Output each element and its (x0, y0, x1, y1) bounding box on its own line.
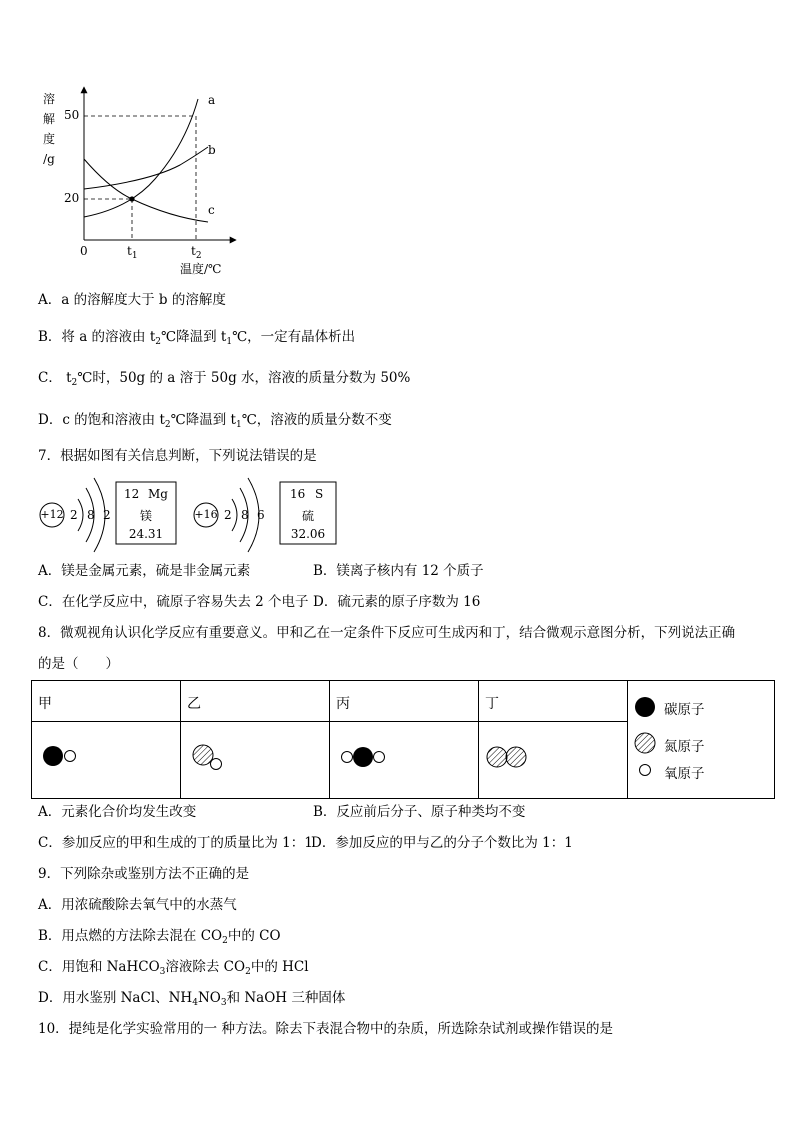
bing-carbon-icon (353, 747, 373, 767)
bing-oxygen-right-icon (374, 752, 385, 763)
header-ding: 丁 (479, 681, 628, 722)
s-shell-1 (232, 499, 237, 531)
q8-option-c: C．参加反应的甲和生成的丁的质量比为 1：1 (38, 835, 313, 851)
curve-b (84, 147, 208, 189)
y-tick-20: 20 (64, 191, 80, 205)
cell-bing (330, 722, 479, 799)
ylabel-4: /g (43, 152, 55, 166)
curve-label-c: c (208, 203, 215, 217)
bing-oxygen-left-icon (342, 752, 353, 763)
cell-ding (479, 722, 628, 799)
atom-legend (628, 681, 775, 799)
legend-oxygen-icon (640, 765, 651, 776)
ding-nitrogen-left-icon (487, 747, 507, 767)
q8-option-a: A．元素化合价均发生改变 (38, 804, 197, 820)
q8-option-d: D．参加反应的甲与乙的分子个数比为 1：1 (311, 835, 573, 851)
x-tick-0: 0 (80, 244, 88, 258)
q7-option-a: A．镁是金属元素，硫是非金属元素 (38, 563, 251, 579)
mg-atomic-number: 12 (124, 487, 140, 501)
mg-symbol: Mg (148, 487, 168, 501)
q6-option-a: A．a 的溶解度大于 b 的溶解度 (38, 292, 226, 308)
header-yi: 乙 (181, 681, 330, 722)
s-shell-2-count: 8 (241, 508, 249, 522)
q10-stem: 10．提纯是化学实验常用的一 种方法。除去下表混合物中的杂质，所选除杂试剂或操作错误的是 (38, 1021, 613, 1037)
q7-option-d: D．硫元素的原子序数为 16 (313, 594, 481, 610)
q8-option-b: B．反应前后分子、原子种类均不变 (313, 804, 526, 820)
curve-label-b: b (208, 143, 216, 157)
cell-jia (32, 722, 181, 799)
molecule-ding (479, 722, 621, 794)
yi-nitrogen-icon (193, 745, 213, 765)
s-symbol: S (315, 487, 324, 501)
q8-stem-line2: 的是（ ） (38, 656, 119, 672)
curve-label-a: a (208, 93, 216, 107)
mg-name: 镁 (139, 509, 152, 523)
ding-nitrogen-right-icon (506, 747, 526, 767)
s-mass: 32.06 (290, 527, 326, 541)
mg-shell-1 (78, 499, 83, 531)
legend-nitrogen-icon (635, 733, 655, 753)
mg-shell-1-count: 2 (70, 508, 78, 522)
header-jia: 甲 (32, 681, 181, 722)
mg-shell-2-count: 8 (87, 508, 95, 522)
q7-figure (36, 474, 346, 554)
solubility-graph (40, 85, 250, 280)
q6-option-c: C． $t_2℃$时，50g 的 a 溶于 50g 水，溶液的质量分数为 50% (38, 370, 411, 388)
s-nucleus-charge: +16 (194, 508, 218, 521)
mg-shell-3-count: 2 (103, 508, 111, 522)
legend-carbon-label: 碳原子 (664, 702, 705, 718)
mg-mass: 24.31 (128, 527, 164, 541)
molecule-jia (32, 722, 174, 794)
legend-oxygen-label: 氧原子 (664, 766, 705, 782)
intersection-point (129, 196, 134, 201)
s-shell-3-count: 6 (257, 508, 265, 522)
q9-option-a: A．用浓硫酸除去氧气中的水蒸气 (38, 897, 237, 913)
s-atomic-number: 16 (290, 487, 306, 501)
ylabel-1: 溶 (42, 92, 55, 106)
q6-option-d: D．c 的饱和溶液由 $t_2℃$降温到 $t_1℃$，溶液的质量分数不变 (38, 412, 392, 430)
q9-option-b: B．用点燃的方法除去混在 $CO_2$中的 CO (38, 928, 281, 946)
cell-yi (181, 722, 330, 799)
q6-option-b: B．将 a 的溶液由 $t_2℃$降温到 $t_1℃$，一定有晶体析出 (38, 329, 356, 347)
ylabel-3: 度 (42, 132, 55, 146)
jia-carbon-icon (43, 746, 63, 766)
q8-stem-line1: 8．微观视角认识化学反应有重要意义。甲和乙在一定条件下反应可生成丙和丁，结合微观示意图分析，下列说法正确 (38, 625, 736, 641)
q7-option-b: B．镁离子核内有 12 个质子 (313, 563, 484, 579)
q9-option-c: C．用饱和 NaHCO$_3$溶液除去 $CO_2$中的 HCl (38, 959, 309, 977)
q7-stem: 7．根据如图有关信息判断，下列说法错误的是 (38, 448, 317, 464)
x-tick-t1: $t_1$ (127, 244, 138, 261)
header-bing: 丙 (330, 681, 479, 722)
q9-option-d: D．用水鉴别 NaCl、$NH_4NO_3$和 NaOH 三种固体 (38, 990, 346, 1008)
q9-stem: 9．下列除杂或鉴别方法不正确的是 (38, 866, 250, 882)
jia-oxygen-icon (65, 751, 76, 762)
micro-diagram-table (31, 680, 775, 799)
q7-option-c: C．在化学反应中，硫原子容易失去 2 个电子 (38, 594, 309, 610)
ylabel-2: 解 (42, 112, 55, 126)
s-shell-1-count: 2 (224, 508, 232, 522)
y-tick-50: 50 (64, 108, 80, 122)
x-label: 温度/℃ (180, 262, 222, 276)
legend-nitrogen-label: 氮原子 (664, 739, 705, 755)
legend-carbon-icon (635, 697, 655, 717)
molecule-bing (330, 722, 472, 794)
x-tick-t2: $t_2$ (191, 244, 202, 261)
mg-nucleus-charge: +12 (40, 508, 64, 521)
s-name: 硫 (301, 509, 314, 523)
molecule-yi (181, 722, 323, 794)
